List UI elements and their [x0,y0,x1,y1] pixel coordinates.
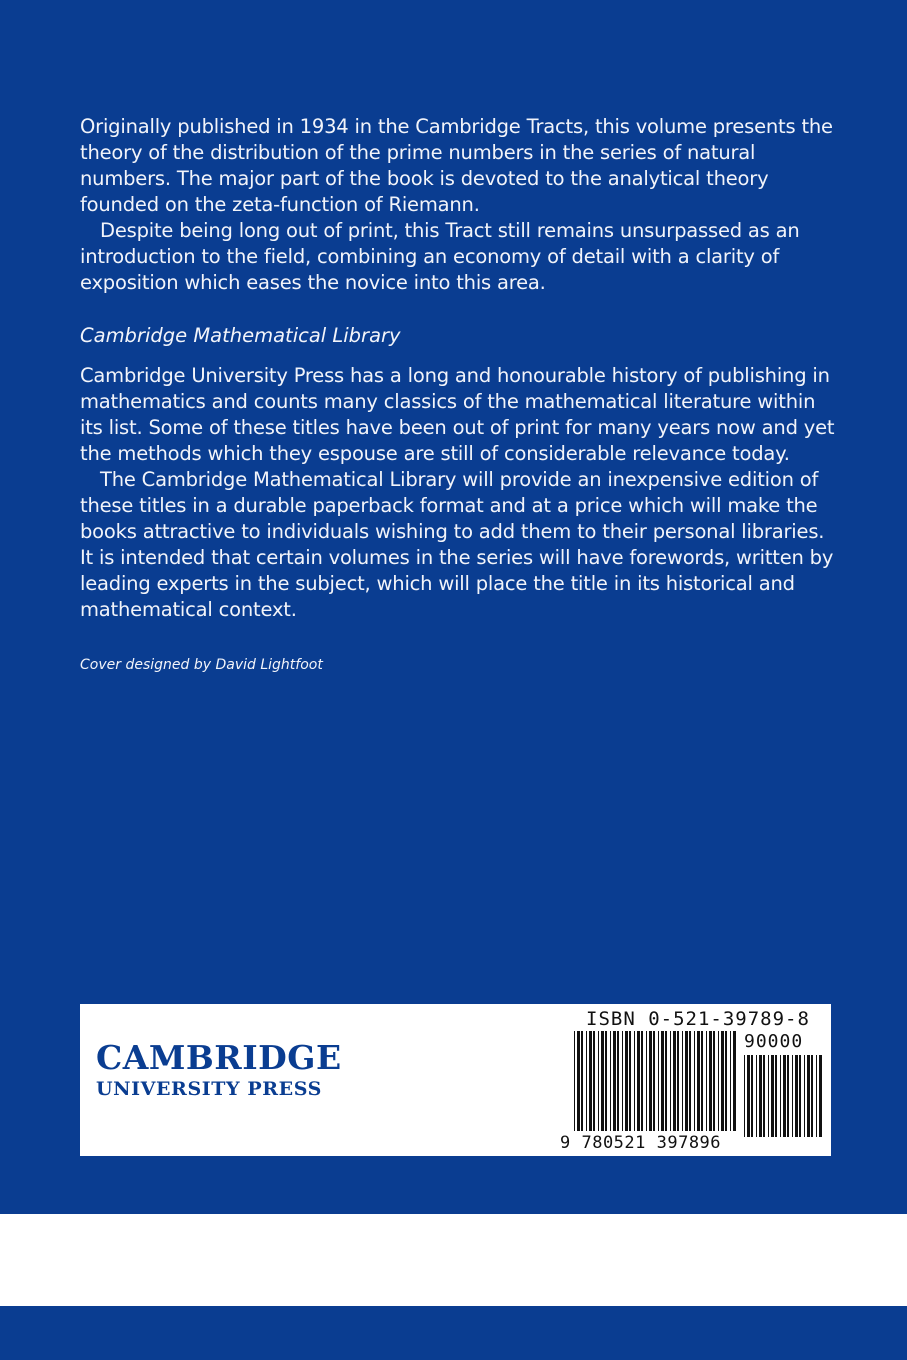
isbn-label: ISBN 0-521-39789-8 [586,1008,810,1030]
barcode-bar [768,1055,769,1137]
barcode-bar [634,1031,635,1131]
barcode-bar [780,1055,781,1137]
isbn-barcode [560,1007,826,1153]
description-paragraph-1: Originally published in 1934 in the Cambridge Tracts, this volume presents the theory of the distribution of the prime numbers in the series of natural numbers. The major part of the book is devoted to the analytical theory founded on the zeta-function of Riemann. [80,115,833,216]
series-paragraph-1: Cambridge University Press has a long and honourable history of publishing in mathematics and counts many classics of the mathematical literature within its list. Some of these titles have been out of print for many years now and yet the methods which they espouse are still of considerable relevance today. [80,364,835,465]
barcode-bar [605,1031,607,1131]
barcode-bar [581,1031,583,1131]
barcode-bar [799,1055,801,1137]
barcode-bar [586,1031,587,1131]
barcode-bar [625,1031,628,1131]
barcode-bar [725,1031,727,1131]
barcode-bar [783,1055,786,1137]
publisher-panel [80,1004,831,1156]
barcode-bar [577,1031,580,1131]
bottom-blue-band [0,1306,907,1360]
barcode-bar [689,1031,691,1131]
barcode-bar [816,1055,817,1137]
barcode-bar [759,1055,762,1137]
barcode-bar [697,1031,700,1131]
barcode-bar [756,1055,757,1137]
barcode-bar [795,1055,798,1137]
barcode-bar [811,1055,813,1137]
barcode-bar [610,1031,611,1131]
barcode-bar [641,1031,643,1131]
barcode-bar [617,1031,619,1131]
barcode-bar [593,1031,595,1131]
price-addon-label: 90000 [744,1031,804,1052]
barcode-bar [747,1055,750,1137]
barcode-bar [682,1031,683,1131]
barcode-bar [775,1055,777,1137]
barcode-bar [807,1055,810,1137]
barcode-bar [601,1031,604,1131]
barcode-bar [629,1031,631,1131]
barcode-bar [677,1031,679,1131]
barcode-bar [771,1055,774,1137]
barcode-bar [713,1031,715,1131]
barcode-bar [673,1031,676,1131]
barcode-bar [763,1055,765,1137]
barcode-bar [646,1031,647,1131]
description-paragraph-2: Despite being long out of print, this Tract still remains unsurpassed as an introduction to the field, combining an economy of detail with a clarity of exposition which eases the novice into this area. [80,219,800,294]
cover-credit: Cover designed by David Lightfoot [80,657,323,673]
barcode-bar [694,1031,695,1131]
series-paragraph-2: The Cambridge Mathematical Library will provide an inexpensive edition of these titles in a durable paperback format and at a price which will make the books attractive to individuals wishing to add them to their personal libraries. It is intended that certain volumes in the series will have forewords, written by leading experts in the subject, which will place the title in its historical and mathematical context. [80,468,834,621]
barcode-bar [751,1055,753,1137]
series-description [80,363,840,623]
barcode-bar [744,1055,745,1137]
barcode-bar [709,1031,712,1131]
barcode-bar [622,1031,623,1131]
barcode-bar [685,1031,688,1131]
barcode-bar [661,1031,664,1131]
barcode-bar [730,1031,731,1131]
series-title: Cambridge Mathematical Library [80,324,401,347]
barcode-bar [701,1031,703,1131]
ean-digits: 9 780521 397896 [560,1133,722,1153]
barcode-bar [653,1031,655,1131]
barcode-bar [718,1031,719,1131]
book-description [80,114,840,296]
barcode-bar [598,1031,599,1131]
barcode-bar [721,1031,724,1131]
barcode-bar [574,1031,575,1131]
barcode-bar [706,1031,707,1131]
publisher-logo [96,1040,342,1102]
barcode-bar [819,1055,822,1137]
barcode-bar [658,1031,659,1131]
barcode-bar [649,1031,652,1131]
barcode-bar [792,1055,793,1137]
barcode-bar [613,1031,616,1131]
barcode-bar [804,1055,805,1137]
barcode-bar [733,1031,736,1131]
barcode-bar [670,1031,671,1131]
logo-line-university-press: UNIVERSITY PRESS [96,1078,322,1100]
barcode-bar [589,1031,592,1131]
barcode-bar [665,1031,667,1131]
barcode-bar [787,1055,789,1137]
barcode-bar [637,1031,640,1131]
logo-line-cambridge: CAMBRIDGE [96,1038,342,1077]
